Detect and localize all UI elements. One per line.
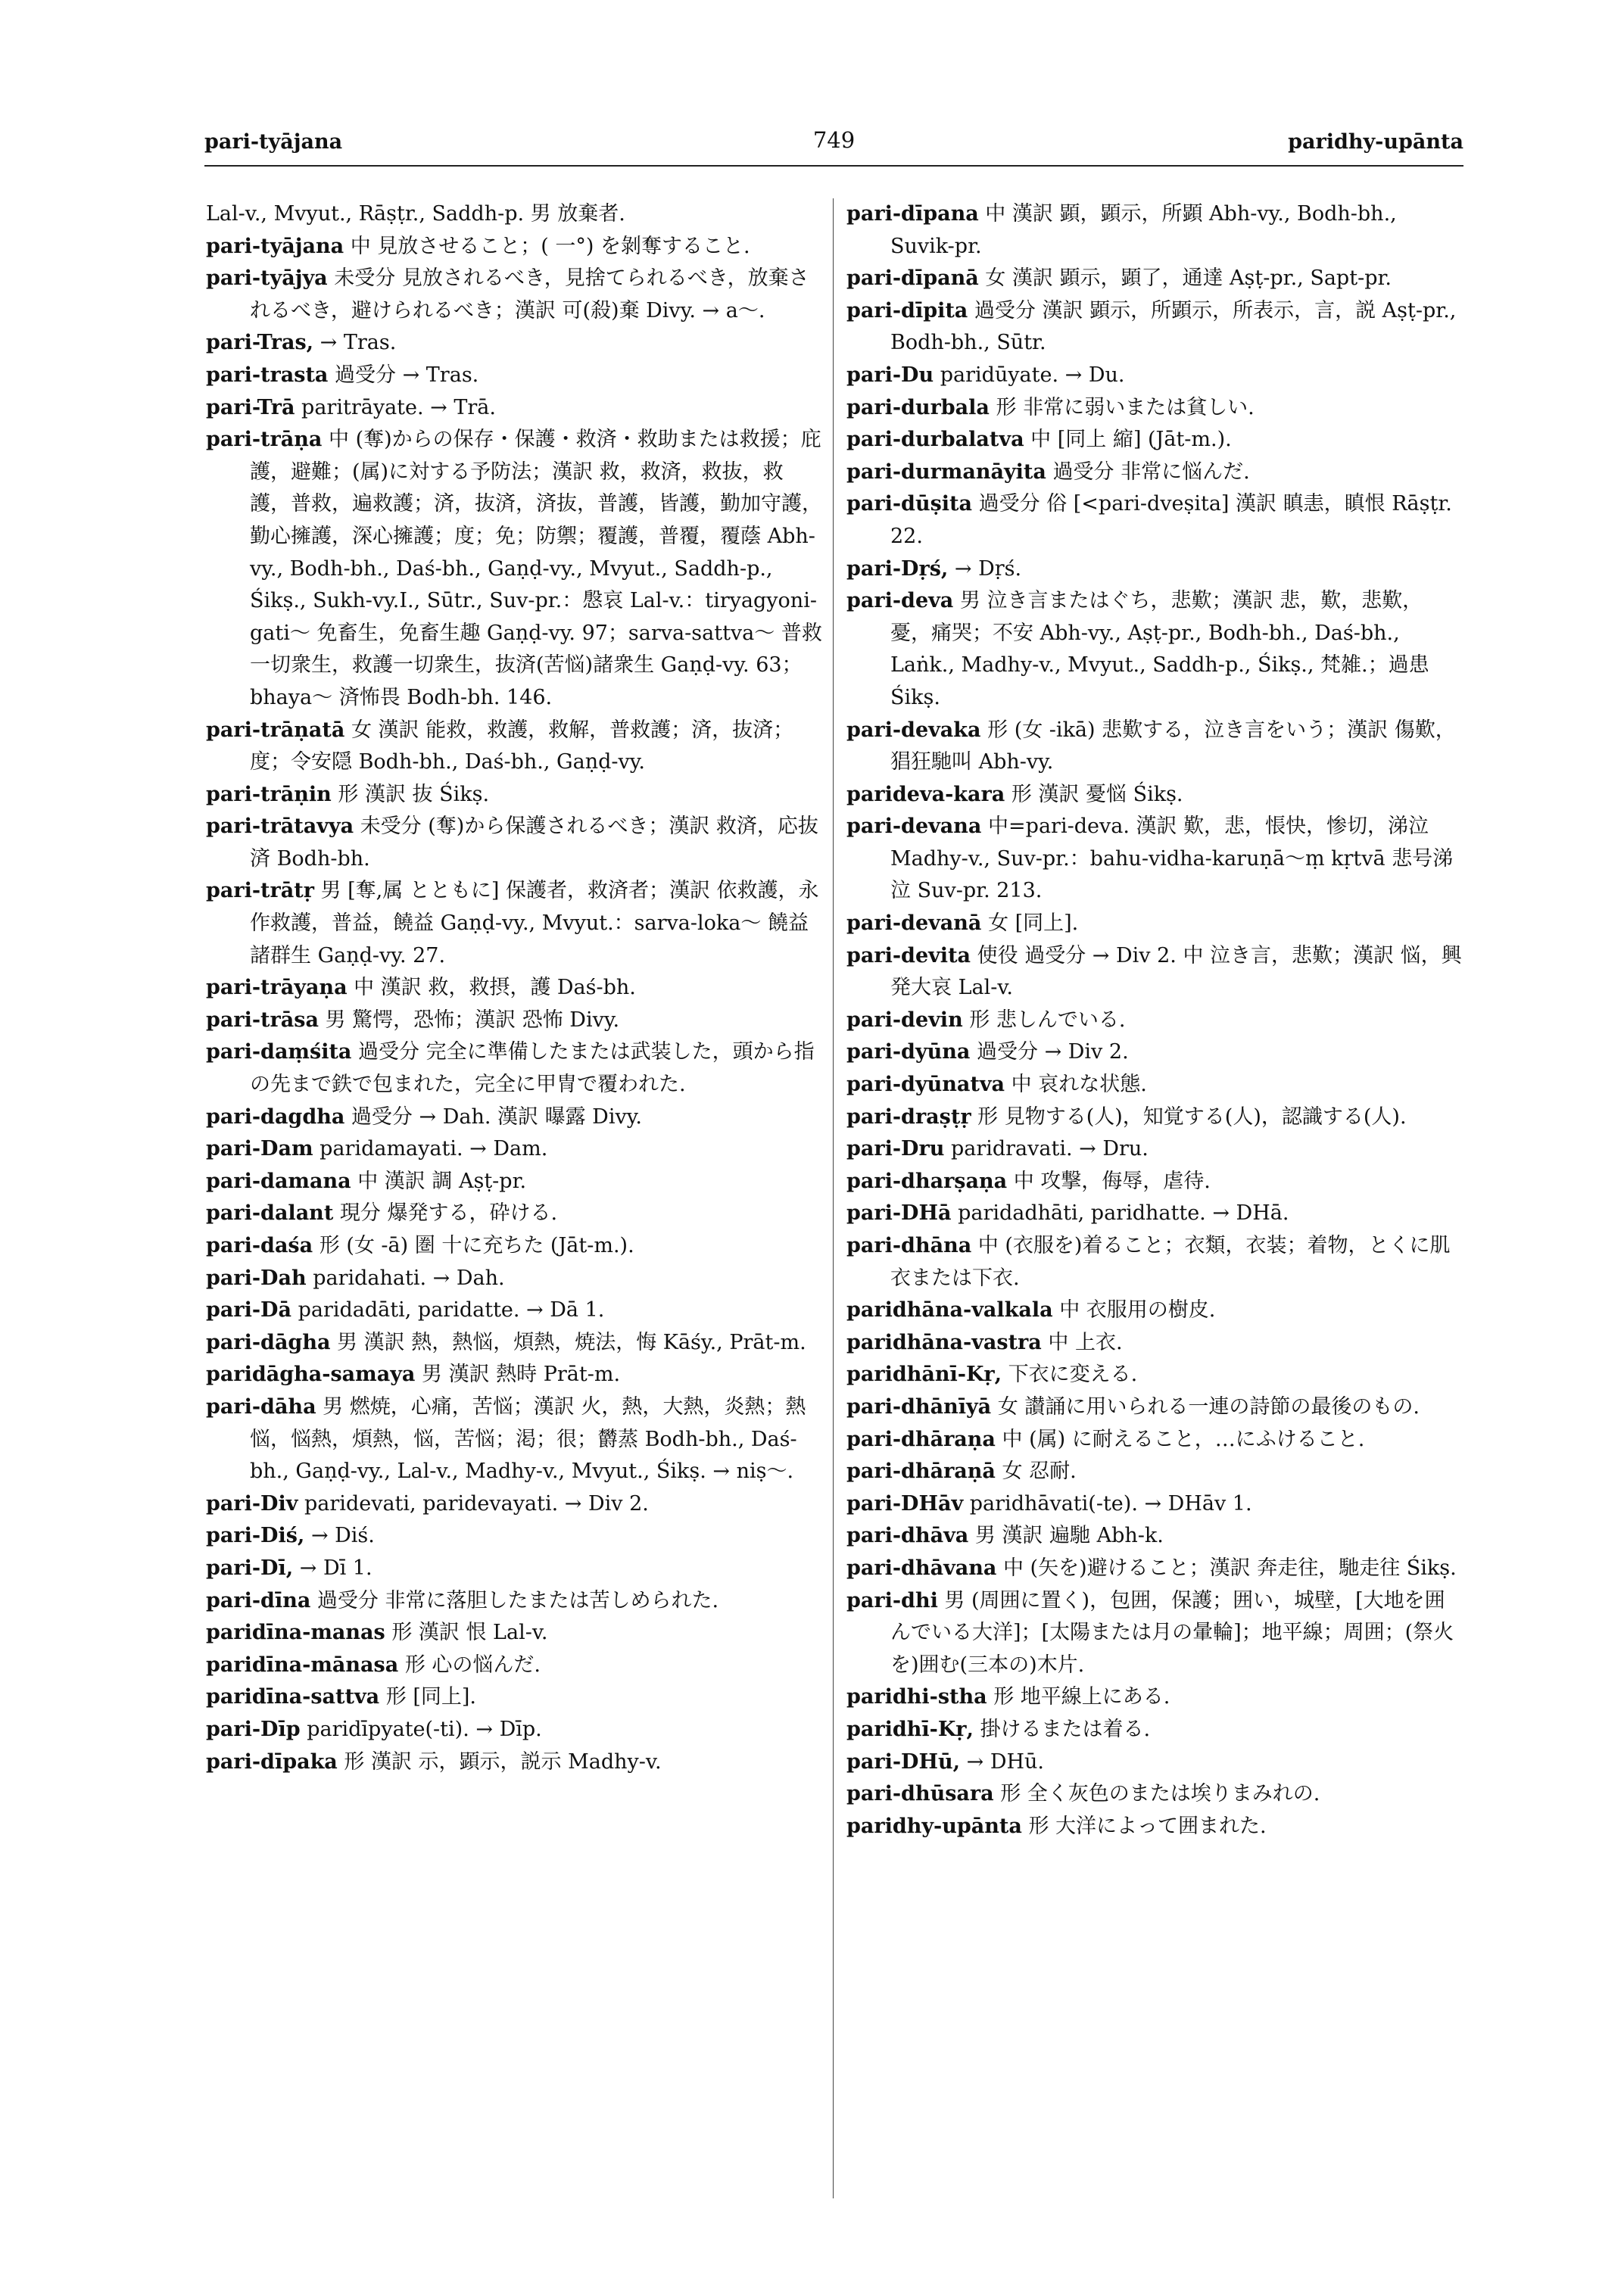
entry-definition: 中 (衣服を)着ること；衣類，衣装；着物，とくに肌衣または下衣.	[890, 1234, 1451, 1290]
entry-definition: 中=pari-deva. 漢訳 歎，悲，悵快，惨切，涕泣 Madhy-v., Suv-pr.：bahu-vidha-karuṇā～ṃ kṛtvā 悲号涕泣 Suv-pr. 213.	[890, 815, 1454, 903]
dictionary-entry	[846, 1069, 1463, 1101]
dictionary-entry	[206, 1520, 823, 1553]
dictionary-entry	[206, 1488, 823, 1521]
entry-definition: → DHū.	[966, 1749, 1044, 1774]
entry-headword: pari-durbalatva	[846, 428, 1024, 452]
dictionary-entry	[206, 1198, 823, 1230]
entry-definition: 中 上衣.	[1048, 1330, 1123, 1354]
entry-definition: → Dṛś.	[954, 556, 1022, 581]
entry-definition: paridahati. → Dah.	[313, 1266, 505, 1290]
entry-headword: pari-trātavya	[206, 815, 354, 839]
entry-definition: → Diś.	[310, 1524, 375, 1548]
entry-definition: 中 哀れな状態.	[1011, 1073, 1147, 1097]
dictionary-entry	[846, 1746, 1463, 1779]
entry-headword: parideva-kara	[846, 782, 1005, 806]
dictionary-entry	[846, 1005, 1463, 1037]
entry-headword: pari-daṃśita	[206, 1040, 352, 1064]
entry-headword: pari-Div	[206, 1491, 298, 1516]
entry-headword: pari-trasta	[206, 363, 329, 387]
dictionary-entry	[846, 1230, 1463, 1294]
entry-headword: pari-dyūnatva	[846, 1073, 1005, 1097]
entry-headword: pari-dāgha	[206, 1330, 331, 1354]
dictionary-entry	[846, 263, 1463, 295]
entry-headword: pari-trāṇa	[206, 428, 323, 452]
entry-headword: pari-devin	[846, 1008, 963, 1032]
dictionary-entry	[206, 1650, 823, 1682]
entry-headword: pari-dagdha	[206, 1104, 345, 1129]
entry-headword: pari-Dru	[846, 1137, 945, 1161]
entry-definition: 過受分 → Div 2.	[976, 1040, 1129, 1064]
entry-definition: → Dī 1.	[299, 1556, 372, 1580]
entry-headword: pari-durmanāyita	[846, 460, 1046, 484]
dictionary-entry	[846, 1166, 1463, 1198]
page-number: 749	[812, 127, 856, 153]
entry-definition: paridadāti, paridatte. → Dā 1.	[298, 1298, 605, 1323]
dictionary-entry	[846, 424, 1463, 456]
entry-definition: 中 漢訳 救，救摂，護 Daś-bh.	[354, 976, 636, 1000]
dictionary-entry	[846, 1101, 1463, 1134]
dictionary-entry	[846, 198, 1463, 263]
entry-definition: 中 漢訳 調 Aṣṭ-pr.	[357, 1169, 527, 1193]
dictionary-entry	[206, 360, 823, 392]
dictionary-entry	[846, 488, 1463, 553]
entry-definition: 未受分 見放されるべき，見捨てられるべき，放棄されるべき，避けられるべき；漢訳 可(殺)棄 Divy. → a～.	[250, 266, 809, 322]
entry-definition: 現分 爆発する，砕ける.	[339, 1201, 558, 1226]
entry-headword: pari-tyājana	[206, 234, 344, 258]
entry-headword: pari-trāṇatā	[206, 718, 345, 742]
left-column	[206, 198, 823, 1778]
entry-definition: paridūyate. → Du.	[940, 363, 1125, 387]
dictionary-entry	[846, 1391, 1463, 1424]
dictionary-entry	[206, 715, 823, 779]
entry-definition: 男 漢訳 遍馳 Abh-k.	[974, 1524, 1164, 1548]
dictionary-entry	[846, 1133, 1463, 1166]
entry-headword: paridhī-Kṛ,	[846, 1717, 974, 1741]
entry-definition: 形 悲しんでいる.	[969, 1008, 1126, 1032]
dictionary-entry	[206, 1617, 823, 1650]
entry-definition: 形 地平線上にある.	[993, 1685, 1170, 1709]
entry-definition: 過受分 完全に準備したまたは武装した，頭から指の先まで鉄で包まれた，完全に甲冑で覆われた.	[250, 1040, 815, 1097]
entry-headword: paridīna-mānasa	[206, 1653, 399, 1677]
entry-headword: pari-Du	[846, 363, 934, 387]
dictionary-entry	[206, 811, 823, 875]
entry-definition: 形 見物する(人)，知覚する(人)，認識する(人).	[977, 1104, 1407, 1129]
dictionary-entry	[206, 1101, 823, 1134]
entry-definition: 男 驚愕，恐怖；漢訳 恐怖 Divy.	[325, 1008, 620, 1032]
entry-headword: pari-dalant	[206, 1201, 334, 1226]
entry-headword: pari-Dah	[206, 1266, 307, 1290]
entry-headword: pari-deva	[846, 589, 954, 613]
right-column	[846, 198, 1463, 1843]
entry-headword: pari-devanā	[846, 911, 982, 936]
entry-definition: 形 漢訳 恨 Lal-v.	[391, 1621, 548, 1645]
dictionary-entry	[846, 1681, 1463, 1714]
entry-definition: paridadhāti, paridhatte. → DHā.	[958, 1201, 1289, 1226]
entry-definition: 形 [同上].	[385, 1685, 476, 1709]
entry-headword: pari-damana	[206, 1169, 351, 1193]
page-header	[204, 127, 1463, 168]
entry-definition: 形 (女 -ikā) 悲歎する，泣き言をいう；漢訳 傷歎，猖狂馳叫 Abh-vy.	[890, 718, 1456, 774]
dictionary-entry	[206, 1746, 823, 1779]
dictionary-entry	[206, 875, 823, 972]
entry-definition: → Tras.	[320, 331, 397, 355]
entry-definition: 中 漢訳 顕，顕示，所顕 Abh-vy., Bodh-bh., Suvik-pr.	[890, 202, 1397, 258]
entry-headword: pari-dyūna	[846, 1040, 971, 1064]
dictionary-entry	[206, 392, 823, 425]
dictionary-entry	[206, 1585, 823, 1618]
dictionary-entry	[206, 1391, 823, 1488]
entry-definition: 男 漢訳 熱，熱悩，煩熱，焼法，悔 Kāśy., Prāt-m.	[337, 1330, 806, 1354]
entry-headword: pari-Tras,	[206, 331, 314, 355]
dictionary-entry	[206, 1005, 823, 1037]
entry-headword: pari-daśa	[206, 1234, 313, 1257]
dictionary-entry	[846, 553, 1463, 586]
dictionary-entry	[846, 1553, 1463, 1585]
dictionary-entry	[846, 1714, 1463, 1746]
entry-headword: pari-DHāv	[846, 1491, 964, 1516]
entry-headword: paridāgha-samaya	[206, 1363, 416, 1387]
header-last-headword: paridhy-upānta	[1288, 130, 1463, 154]
dictionary-entry	[846, 1424, 1463, 1456]
entry-definition: 男 [奪,属 とともに] 保護者，救済者；漢訳 依救護，永作救護，普益，饒益 Gaṇḍ-vy., Mvyut.：sarva-loka～ 饒益諸群生 Gaṇḍ-vy. 27.	[250, 879, 819, 967]
entry-headword: paridhāna-vastra	[846, 1330, 1042, 1354]
entry-headword: pari-devita	[846, 943, 971, 967]
column-divider	[833, 198, 834, 2198]
entry-headword: pari-Trā	[206, 395, 295, 419]
dictionary-entry	[846, 1520, 1463, 1553]
entry-definition: 形 漢訳 抜 Śikṣ.	[338, 782, 490, 806]
dictionary-entry	[206, 1166, 823, 1198]
dictionary-entry	[846, 1811, 1463, 1843]
header-first-headword: pari-tyājana	[204, 130, 343, 154]
entry-definition: paridravati. → Dru.	[950, 1137, 1149, 1161]
dictionary-entry	[846, 940, 1463, 1005]
dictionary-entry	[206, 327, 823, 360]
dictionary-entry	[846, 1359, 1463, 1391]
entry-definition: paridamayati. → Dam.	[320, 1137, 548, 1161]
entry-headword: pari-tyājya	[206, 266, 328, 291]
dictionary-entry	[206, 198, 823, 231]
entry-headword: pari-dhāva	[846, 1524, 969, 1548]
entry-headword: pari-dhāraṇa	[846, 1427, 996, 1451]
dictionary-entry	[846, 295, 1463, 360]
dictionary-entry	[206, 972, 823, 1005]
entry-definition: 女 漢訳 顕示，顕了，通達 Aṣṭ-pr., Sapt-pr.	[985, 266, 1392, 291]
entry-headword: pari-dīna	[206, 1588, 311, 1612]
entry-headword: paridhāna-valkala	[846, 1298, 1053, 1323]
entry-headword: pari-dāha	[206, 1394, 316, 1419]
entry-headword: pari-devaka	[846, 718, 981, 742]
dictionary-entry	[846, 456, 1463, 489]
dictionary-entry	[206, 1359, 823, 1391]
entry-definition: 中 攻撃，侮辱，虐待.	[1013, 1169, 1211, 1193]
entry-definition: 過受分 漢訳 顕示，所顕示，所表示，言，説 Aṣṭ-pr., Bodh-bh., Sūtr.	[890, 298, 1457, 355]
entry-definition: 形 (女 -ā) 圏 十に充ちた (Jāt-m.).	[319, 1234, 634, 1257]
entry-definition: 男 燃焼，心痛，苦悩；漢訳 火，熱，大熱，炎熱；熱悩，悩熱，煩熱，悩，苦悩；渇；很；欝蒸 Bodh-bh., Daś-bh., Gaṇḍ-vy., Lal-v., Madhy-v., Mvyut., Śikṣ. → niṣ～.	[250, 1394, 806, 1484]
entry-headword: pari-trāsa	[206, 1008, 319, 1032]
entry-definition: 形 大洋によって囲まれた.	[1028, 1814, 1267, 1838]
entry-definition: 中 [同上 縮] (Jāt-m.).	[1030, 428, 1232, 452]
entry-definition: paridevati, paridevayati. → Div 2.	[304, 1491, 649, 1516]
entry-definition: 過受分 俗 [<pari-dveṣita] 漢訳 瞋恚，瞋恨 Rāṣṭr. 22.	[890, 492, 1452, 548]
entry-definition: 掛けるまたは着る.	[980, 1717, 1151, 1741]
dictionary-entry	[206, 1327, 823, 1360]
entry-definition: 男 泣き言またはぐち，悲歎；漢訳 悲，歎，悲歎，憂，痛哭；不安 Abh-vy., Aṣṭ-pr., Bodh-bh., Daś-bh., Laṅk., Madhy-v., Mvyut., Saddh-p., Śikṣ., 梵雑.；過患 Śikṣ.	[890, 589, 1429, 709]
dictionary-entry	[206, 424, 823, 714]
entry-headword: pari-dharṣaṇa	[846, 1169, 1008, 1193]
dictionary-entry	[846, 908, 1463, 940]
entry-headword: pari-Dī,	[206, 1556, 294, 1580]
entry-headword: pari-dīpaka	[206, 1749, 338, 1774]
entry-definition: 男 (周囲に置く)，包囲，保護；囲い，城壁，[大地を囲んでいる大洋]；[太陽または月の暈輪]；地平線；周囲；(祭火を)囲む(三本の)木片.	[890, 1588, 1454, 1677]
dictionary-entry	[206, 263, 823, 327]
dictionary-entry	[846, 1294, 1463, 1327]
entry-definition: 中 (矢を)避けること；漢訳 奔走往，馳走往 Śikṣ.	[1002, 1556, 1457, 1580]
dictionary-entry	[206, 1294, 823, 1327]
dictionary-entry	[846, 1778, 1463, 1811]
dictionary-entry	[846, 715, 1463, 779]
entry-headword: pari-durbala	[846, 395, 990, 419]
dictionary-entry	[846, 811, 1463, 908]
entry-definition: 形 心の悩んだ.	[404, 1653, 541, 1677]
dictionary-entry	[846, 1198, 1463, 1230]
entry-headword: pari-DHā	[846, 1201, 952, 1226]
dictionary-entry	[846, 392, 1463, 425]
header-rule	[204, 165, 1463, 167]
entry-headword: pari-dīpanā	[846, 266, 979, 291]
entry-headword: pari-Dam	[206, 1137, 313, 1161]
dictionary-entry	[846, 1488, 1463, 1521]
dictionary-entry	[206, 231, 823, 263]
entry-definition: 女 漢訳 能救，救護，救解，普救護；済，抜済；度；令安隠 Bodh-bh., Daś-bh., Gaṇḍ-vy.	[250, 718, 794, 774]
entry-headword: pari-Diś,	[206, 1524, 305, 1548]
entry-headword: pari-trātṛ	[206, 879, 314, 903]
dictionary-entry	[206, 1714, 823, 1746]
entry-headword: pari-dūṣita	[846, 492, 972, 516]
dictionary-entry	[846, 1456, 1463, 1488]
entry-definition: 中 (奪)からの保存・保護・救済・救助または救援；庇護，避難；(属)に対する予防法；漢訳 救，救済，救抜，救護，普救，遍救護；済，抜済，済抜，普護，皆護，勤加守護，勤心擁護，深心擁護；度；免；防禦；覆護，普覆，覆蔭 Abh-vy., Bodh-bh., Daś-bh., Gaṇḍ-vy., Mvyut., Saddh-p., Śikṣ., Sukh-vy.I., Sūtr., Suv-pr.：慇哀 Lal-v.：tiryagyoni-gati～ 免畜生，免畜生趣 Gaṇḍ-vy. 97；sarva-sattva～ 普救一切衆生，救護一切衆生，抜済(苦悩)諸衆生 Gaṇḍ-vy. 63；bhaya～ 済怖畏 Bodh-bh. 146.	[250, 428, 822, 709]
entry-definition: 過受分 → Tras.	[335, 363, 479, 387]
dictionary-entry	[206, 779, 823, 812]
entry-definition: 形 漢訳 憂悩 Śikṣ.	[1011, 782, 1183, 806]
entry-definition: 過受分 → Dah. 漢訳 曝露 Divy.	[351, 1104, 642, 1129]
entry-definition: 未受分 (奪)から保護されるべき；漢訳 救済，応抜済 Bodh-bh.	[250, 815, 818, 871]
entry-headword: pari-dhāvana	[846, 1556, 997, 1580]
entry-definition: 女 讃誦に用いられる一連の詩節の最後のもの.	[997, 1394, 1420, 1419]
entry-headword: pari-trāṇin	[206, 782, 332, 806]
entry-definition: 過受分 非常に落胆したまたは苦しめられた.	[316, 1588, 719, 1612]
dictionary-entry	[206, 1230, 823, 1263]
entry-headword: paridhy-upānta	[846, 1814, 1022, 1838]
entry-headword: paridīna-sattva	[206, 1685, 380, 1709]
dictionary-entry	[206, 1036, 823, 1101]
entry-headword: pari-dhāraṇā	[846, 1460, 996, 1484]
entry-headword: pari-trāyaṇa	[206, 976, 348, 1000]
entry-definition: 下衣に変える.	[1008, 1363, 1138, 1387]
entry-definition: 女 忍耐.	[1002, 1460, 1077, 1484]
entry-headword: pari-DHū,	[846, 1749, 961, 1774]
dictionary-entry	[846, 360, 1463, 392]
dictionary-entry	[846, 1036, 1463, 1069]
dictionary-entry	[846, 779, 1463, 812]
entry-definition: 中 衣服用の樹皮.	[1059, 1298, 1216, 1323]
entry-headword: paridhi-stha	[846, 1685, 987, 1709]
entry-headword: pari-Dṛś,	[846, 556, 949, 581]
entry-headword: paridīna-manas	[206, 1621, 385, 1645]
entry-headword: pari-draṣṭṛ	[846, 1104, 971, 1129]
entry-headword: pari-dhūsara	[846, 1782, 994, 1806]
entry-definition: 過受分 非常に悩んだ.	[1052, 460, 1250, 484]
entry-headword: pari-Dā	[206, 1298, 291, 1323]
dictionary-entry	[846, 1327, 1463, 1360]
entry-headword: pari-dhi	[846, 1588, 938, 1612]
entry-definition: paritrāyate. → Trā.	[301, 395, 496, 419]
entry-headword: pari-dīpana	[846, 202, 979, 226]
entry-definition: paridhāvati(-te). → DHāv 1.	[969, 1491, 1252, 1516]
entry-definition: 形 非常に弱いまたは貧しい.	[996, 395, 1255, 419]
entry-headword: pari-dhāna	[846, 1234, 972, 1257]
entry-headword: paridhānī-Kṛ,	[846, 1363, 1002, 1387]
dictionary-entry	[846, 1585, 1463, 1682]
entry-headword: pari-dīpita	[846, 298, 968, 322]
entry-headword: pari-Dīp	[206, 1717, 301, 1741]
entry-headword: pari-devana	[846, 815, 982, 839]
dictionary-entry	[206, 1263, 823, 1295]
entry-definition: 中 (属) に耐えること，…にふけること.	[1002, 1427, 1365, 1451]
dictionary-entry	[846, 585, 1463, 714]
dictionary-entry	[206, 1681, 823, 1714]
entry-definition: 形 漢訳 示，顕示，説示 Madhy-v.	[344, 1749, 662, 1774]
entry-headword: pari-dhānīyā	[846, 1394, 992, 1419]
entry-definition: paridīpyate(-ti). → Dīp.	[307, 1717, 542, 1741]
dictionary-entry	[206, 1553, 823, 1585]
entry-definition: 形 全く灰色のまたは埃りまみれの.	[1000, 1782, 1320, 1806]
entry-definition: 使役 過受分 → Div 2. 中 泣き言，悲歎；漢訳 悩，興発大哀 Lal-v.	[890, 943, 1462, 1000]
entry-definition: Lal-v., Mvyut., Rāṣṭr., Saddh-p. 男 放棄者.	[206, 202, 625, 226]
entry-definition: 女 [同上].	[988, 911, 1079, 936]
entry-definition: 中 見放させること；( 一°) を剝奪すること.	[350, 234, 750, 258]
dictionary-entry	[206, 1133, 823, 1166]
entry-definition: 男 漢訳 熱時 Prāt-m.	[421, 1363, 621, 1387]
